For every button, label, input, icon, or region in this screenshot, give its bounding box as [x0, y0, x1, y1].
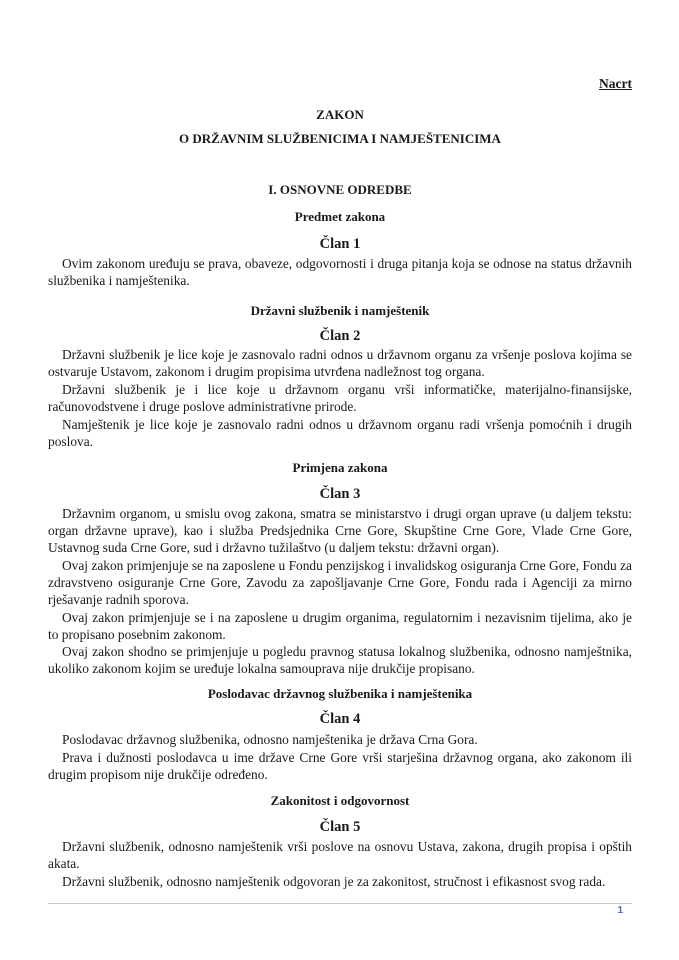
section-heading: Zakonitost i odgovornost — [270, 793, 410, 808]
law-title: ZAKON — [316, 107, 364, 122]
section-heading: Predmet zakona — [294, 209, 386, 224]
page-number: 1 — [617, 905, 623, 916]
draft-label: Nacrt — [599, 76, 632, 91]
footer-divider — [48, 903, 632, 904]
section-heading: Državni službenik i namještenik — [250, 303, 430, 318]
article-number: Član 2 — [319, 328, 361, 344]
paragraph: Državni službenik je i lice koje u državnom organu vrši informatičke, materijalno-finansijske, računovodstvene i druge poslove administrativne prirode. — [48, 382, 632, 414]
paragraph: Namještenik je lice koje je zasnovalo radni odnos u državnom organu radi vršenja pomoćnih i drugih poslova. — [48, 417, 632, 449]
paragraph: Ovaj zakon primjenjuje se na zaposlene u Fondu penzijskog i invalidskog osiguranja Crne Gore, Fondu za zdravstveno osiguranje Crne Gore, Zavodu za zapošljavanje Crne Gore, Fondu rada i Agenciji za mirno rješavanje radnih sporova. — [48, 558, 632, 607]
paragraph: Ovim zakonom uređuju se prava, obaveze, odgovornosti i druga pitanja koja se odnose na status državnih službenika i namještenika. — [48, 256, 632, 288]
paragraph: Državni službenik, odnosno namještenik vrši poslove na osnovu Ustava, zakona, drugih propisa i opštih akata. — [48, 839, 632, 871]
section-heading: Poslodavac državnog službenika i namještenika — [207, 686, 473, 701]
paragraph: Prava i dužnosti poslodavca u ime države Crne Gore vrši starješina državnog organa, ako zakonom ili drugim propisom nije drukčije određeno. — [48, 750, 632, 782]
paragraph: Ovaj zakon shodno se primjenjuje u pogledu pravnog statusa lokalnog službenika, odnosno namještnika, ukoliko zakonom kojim se uređuje lokalna samouprava nije drukčije propisano. — [48, 644, 632, 676]
article-number: Član 5 — [319, 819, 361, 835]
paragraph: Državnim organom, u smislu ovog zakona, smatra se ministarstvo i drugi organ uprave (u daljem tekstu: organ državne uprave), kao i služba Predsjednika Crne Gore, Skupštine Crne Gore, Vlade Crne Gore, Ustavnog suda Crne Gore, sud i državno tužilaštvo (u daljem tekstu: državni organ). — [48, 506, 632, 555]
article-number: Član 4 — [319, 711, 361, 727]
paragraph: Ovaj zakon primjenjuje se i na zaposlene u drugim organima, regulatornim i nezavisnim tijelima, ako je to propisano posebnim zakonom. — [48, 610, 632, 642]
part-heading: I. OSNOVNE ODREDBE — [268, 182, 412, 197]
paragraph: Državni službenik je lice koje je zasnovalo radni odnos u državnom organu za vršenje poslova kojima se ostvaruje Ustavom, zakonom i drugim propisima utvrđena nadležnost tog organa. — [48, 347, 632, 379]
paragraph: Poslodavac državnog službenika, odnosno namještenika je država Crna Gora. — [62, 732, 478, 747]
law-subtitle: O DRŽAVNIM SLUŽBENICIMA I NAMJEŠTENICIMA — [179, 131, 501, 146]
article-number: Član 3 — [319, 486, 361, 502]
section-heading: Primjena zakona — [292, 460, 388, 475]
paragraph: Državni službenik, odnosno namještenik odgovoran je za zakonitost, stručnost i efikasnost svog rada. — [62, 874, 606, 889]
article-number: Član 1 — [319, 236, 361, 252]
